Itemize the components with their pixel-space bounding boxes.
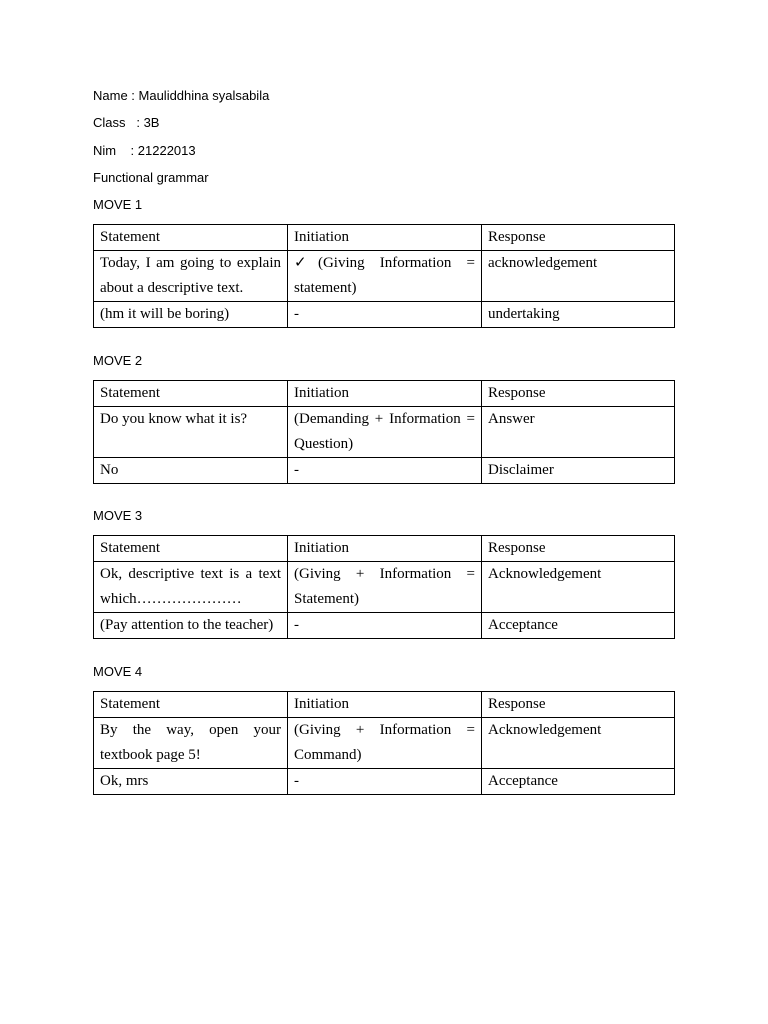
column-header-initiation: Initiation [288,536,482,562]
column-header-initiation: Initiation [288,225,482,251]
initiation-cell: (Giving + Information = Statement) [288,562,482,613]
initiation-cell: - [288,302,482,328]
initiation-cell: - [288,458,482,484]
table-row [94,718,675,769]
statement-cell: (Pay attention to the teacher) [94,613,288,639]
initiation-cell: - [288,769,482,795]
move-title: MOVE 2 [93,353,143,368]
student-class: Class : 3B [93,115,160,130]
student-name: Name : Mauliddhina syalsabila [93,88,270,103]
column-header-initiation: Initiation [288,692,482,718]
subject-title: Functional grammar [93,170,209,185]
initiation-cell: - [288,613,482,639]
column-header-statement: Statement [94,692,288,718]
table-header-row [94,692,675,718]
move-table [93,380,675,484]
response-cell: Acceptance [482,769,675,795]
statement-cell: No [94,458,288,484]
table-row [94,251,675,302]
table-header-row [94,536,675,562]
column-header-statement: Statement [94,536,288,562]
response-cell: Acceptance [482,613,675,639]
move-title: MOVE 1 [93,197,143,212]
initiation-cell: (Giving + Information = Command) [288,718,482,769]
statement-cell: Ok, descriptive text is a text which………………… [94,562,288,613]
response-cell: Acknowledgement [482,718,675,769]
response-cell: undertaking [482,302,675,328]
table-row [94,407,675,458]
column-header-response: Response [482,381,675,407]
table-row [94,769,675,795]
table-row [94,458,675,484]
move-title: MOVE 4 [93,664,143,679]
response-cell: Disclaimer [482,458,675,484]
column-header-response: Response [482,536,675,562]
table-header-row [94,381,675,407]
column-header-response: Response [482,692,675,718]
statement-cell: Today, I am going to explain about a descriptive text. [94,251,288,302]
move-table [93,691,675,795]
column-header-initiation: Initiation [288,381,482,407]
statement-cell: (hm it will be boring) [94,302,288,328]
move-title: MOVE 3 [93,508,143,523]
table-header-row [94,225,675,251]
table-row [94,613,675,639]
move-table [93,535,675,639]
statement-cell: Do you know what it is? [94,407,288,458]
move-table [93,224,675,328]
initiation-cell: ✓(Giving Information = statement) [288,251,482,302]
column-header-statement: Statement [94,381,288,407]
statement-cell: By the way, open your textbook page 5! [94,718,288,769]
table-row [94,562,675,613]
student-nim: Nim : 21222013 [93,143,196,158]
initiation-cell: (Demanding + Information = Question) [288,407,482,458]
response-cell: Acknowledgement [482,562,675,613]
statement-cell: Ok, mrs [94,769,288,795]
column-header-statement: Statement [94,225,288,251]
response-cell: Answer [482,407,675,458]
table-row [94,302,675,328]
response-cell: acknowledgement [482,251,675,302]
column-header-response: Response [482,225,675,251]
